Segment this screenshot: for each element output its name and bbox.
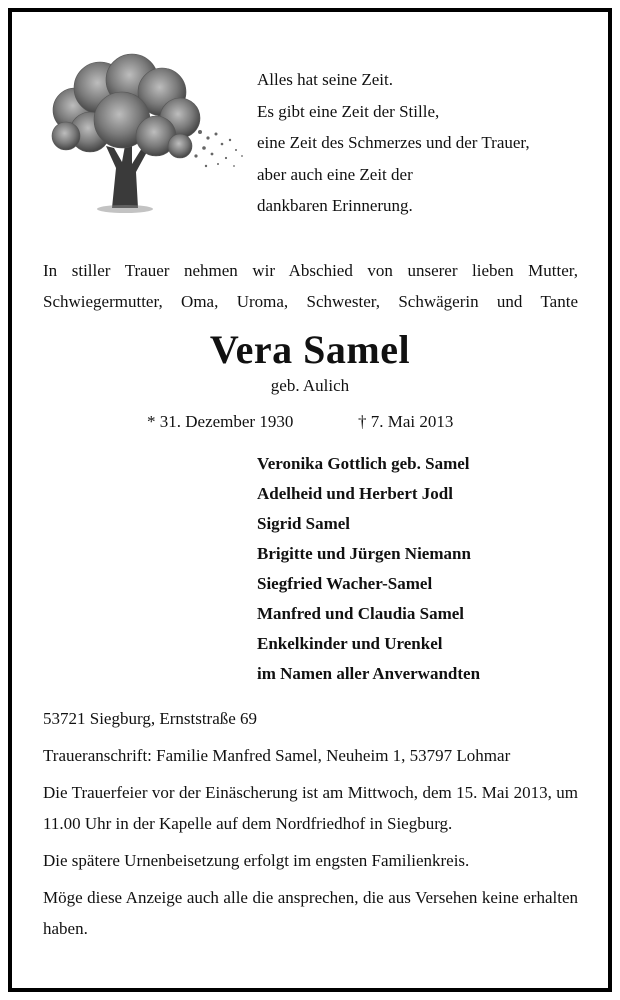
poem-line: aber auch eine Zeit der <box>257 164 413 184</box>
mourners-list <box>257 449 480 689</box>
mourner: Sigrid Samel <box>257 514 351 533</box>
poem-line: dankbaren Erinnerung. <box>257 196 413 215</box>
poem-line: Alles hat seine Zeit. <box>257 70 393 89</box>
closing-note: Möge diese Anzeige auch alle die ansprechen, die aus Versehen keine erhalten haben. <box>43 888 578 938</box>
info-section <box>43 703 578 950</box>
poem-line: eine Zeit des Schmerzes und der Trauer, <box>257 133 530 152</box>
death-date: † 7. Mai 2013 <box>358 412 454 431</box>
deceased-name: Vera Samel <box>209 327 411 372</box>
ceremony-info: Die Trauerfeier vor der Einäscherung ist am Mittwoch, dem 15. Mai 2013, um 11.00 Uhr in der Kapelle auf dem Nordfriedhof in Siegburg. <box>43 783 578 833</box>
mourner: Brigitte und Jürgen Niemann <box>257 544 471 563</box>
poem <box>257 64 530 222</box>
poem-line: Es gibt eine Zeit der Stille, <box>257 101 440 121</box>
condolence-address: Traueranschrift: Familie Manfred Samel, Neuheim 1, 53797 Lohmar <box>43 746 511 765</box>
intro-line-1: In stiller Trauer nehmen wir Abschied von unserer lieben Mutter, <box>43 261 578 280</box>
mourner: im Namen aller Anverwandten <box>257 664 481 683</box>
mourner: Veronika Gottlich geb. Samel <box>257 454 470 473</box>
mourner: Siegfried Wacher-Samel <box>257 574 433 593</box>
urn-burial-info: Die spätere Urnenbeisetzung erfolgt im engsten Familienkreis. <box>43 851 470 870</box>
mourner: Adelheid und Herbert Jodl <box>257 484 453 503</box>
home-address: 53721 Siegburg, Ernststraße 69 <box>43 709 258 728</box>
tree-icon <box>30 48 250 218</box>
intro-text <box>43 255 578 317</box>
birth-date: * 31. Dezember 1930 <box>147 412 294 431</box>
intro-line-2: Schwiegermutter, Oma, Uroma, Schwester, Schwägerin und Tante <box>43 292 578 311</box>
mourner: Manfred und Claudia Samel <box>257 604 465 623</box>
mourner: Enkelkinder und Urenkel <box>257 634 443 653</box>
maiden-name: geb. Aulich <box>270 376 350 395</box>
